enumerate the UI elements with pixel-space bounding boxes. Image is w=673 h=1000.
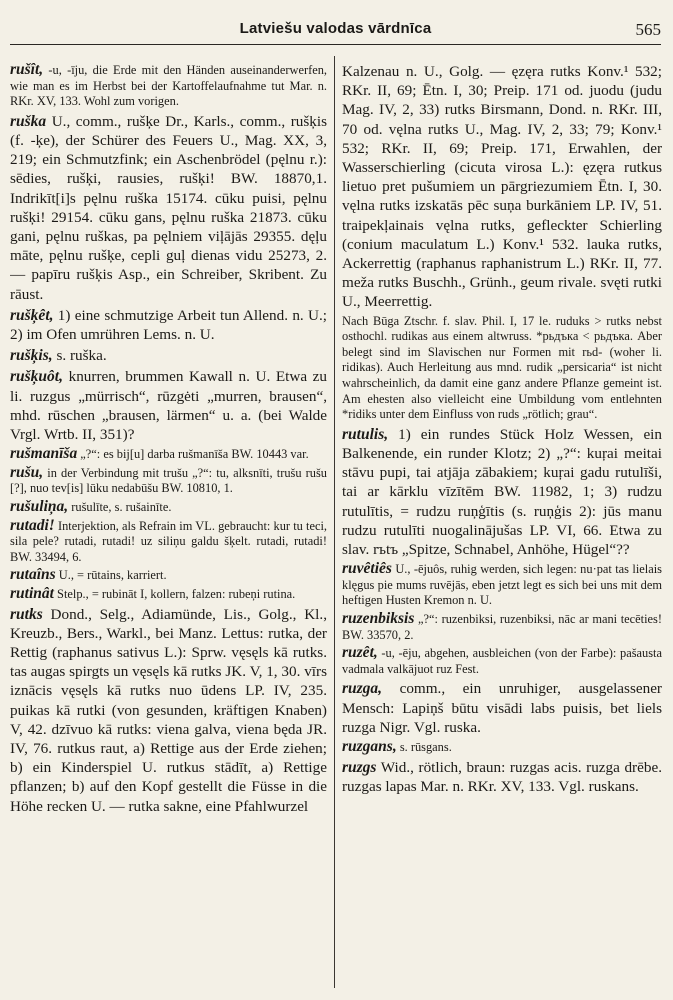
- entry-text: -u, -īju, die Erde mit den Händen auseinanderwerfen, wie man es im Herbst bei der Kartoffelaufnahme tut Mar. n. RKr. XV, 133. Wohl zum vorigen.: [10, 63, 327, 109]
- entry-headword: rutks: [10, 605, 43, 623]
- entry-headword: ruzgans,: [342, 737, 397, 755]
- entry-headword: ruzgs: [342, 758, 377, 776]
- dictionary-entry: [342, 425, 662, 559]
- entry-text: „?“: es bij[u] darba rušmanīša BW. 10443 var.: [77, 447, 309, 462]
- right-column: [342, 62, 662, 988]
- page-number: 565: [635, 20, 661, 39]
- entry-text: knurren, brummen Kawall n. U. Etwa zu li. ruzgus „mürrisch“, rūzgėti „murren, brausen“, mhd. rūschen „brausen, lärmen“ u. a. (bei Walde Vrgl. Wrtb. II, 351)?: [10, 368, 327, 444]
- entry-text: Wid., rötlich, braun: ruzgas acis. ruzga drēbe. ruzgas lapas Mar. n. RKr. XV, 133. Vgl. ruskans.: [342, 758, 662, 795]
- entry-text: 1) ein rundes Stück Holz Wessen, ein Balkenende, ein runder Klotz; 2) „?“: kuŗai meitai stāvu pupi, tai atjāja zābakiem; kuŗai gadu rutulīši, tai ar kārklu vīzītēm BW. 11982, 1; 3) rudzu rutulītis, = rudzu ruņģītis (s. ruņģis 2): jūs manu rudzu rutulīti nuogalinājušas LP. VI, 66. Etwa zu slav. rъtъ „Spitze, Schnabel, Anhöhe, Hügel“??: [342, 425, 662, 559]
- entry-headword: rušķuôt,: [10, 368, 63, 386]
- dictionary-entry: [342, 62, 662, 312]
- entry-text: Stelp., = rubināt I, kollern, falzen: rubeņi rutina.: [53, 586, 296, 601]
- entry-text: 1) eine schmutzige Arbeit tun Allend. n. U.; 2) im Ofen umrühren Lems. n. U.: [10, 306, 327, 344]
- dictionary-entry: [10, 306, 327, 344]
- column-divider: [334, 56, 335, 988]
- entry-headword: rutulis,: [342, 425, 389, 443]
- entry-headword: rušuliņa,: [10, 498, 69, 516]
- entry-headword: ruzenbiksis: [342, 610, 415, 627]
- dictionary-entry: [10, 567, 327, 584]
- entry-headword: rušît,: [10, 62, 44, 78]
- entry-text: in der Verbindung mit trušu „?“: tu, alksnīti, trušu rušu [?], nuo tev[is] lūku nedabūšu BW. 10810, 1.: [10, 465, 327, 496]
- dictionary-entry: [10, 112, 327, 304]
- entry-text: U., = rūtains, karriert.: [55, 568, 167, 583]
- entry-text: U., comm., rušķe Dr., Karls., comm., rušķis (f. -ķe), der Schürer des Feuers U., Mag. XX, 3, 219; ein Schmutzfink; ein Aschenbrödel (pęlnu r.): sēdies, rušķi, rausies, rušķi! BW. 18870,1. Indrikīt[i]s pęlnu ruška 15174. cūku puisi, pęlnu rušķi! 29154. cūku gans, pęlnu ruška 21873. cūku gani, pęlnu ruškas, pa pęlniem viļājās 29355. dęļu māte, pęlnu rušķe, cepli guļ dienas vidu 25273, 2. — papīru rušķis Asp., ein Schreiber, Skribent. Zu rāust.: [10, 112, 327, 303]
- running-title: Latviešu valodas vārdnīca: [239, 20, 432, 37]
- entry-text: „?“: ruzenbiksi, ruzenbiksi, nāc ar mani tecēties! BW. 33570, 2.: [342, 612, 662, 642]
- entry-headword: ruška: [10, 112, 47, 130]
- entry-text: Kalzenau n. U., Golg. — ęzęra rutks Konv.¹ 532; RKr. II, 69; Ētn. I, 30; Preip. 171 od. juodu (judu Mag. IV, 2, 33) rutks Birsmann, Dond. n. RKr. III, 70 od. vęlna rutks U., Mag. IV, 2, 33; 79; Konv.¹ 532; RKr. II, 69; Preip. 171, Erwahlen, der Wasserschierling (cicuta virosa L.): ęzęra rutkus lietuo pret pušumiem un pārgriezumiem Ētn. I, 30. vęlna rutks izskatās pēc suņa burkāniem LP. IV, 51. traipekļainais vęlna rutks, gefleckter Schierling (conium maculatum L.) Konv.¹ 532. lauka rutks, Ackerrettig (raphanus raphanistrum L.) RKr. II, 77. meža rutks Buschh., Grünh., geum rivale. svęti rutki U., Meerrettig.: [342, 63, 662, 311]
- entry-headword: rutinât: [10, 584, 54, 602]
- dictionary-entry: [10, 586, 327, 603]
- dictionary-entry: [342, 314, 662, 423]
- dictionary-entry: [10, 465, 327, 497]
- entry-headword: ruvêtiês: [342, 560, 392, 578]
- entry-headword: rutadi!: [10, 516, 55, 534]
- dictionary-entry: [342, 758, 662, 796]
- entry-text: s. ruška.: [52, 347, 107, 365]
- header-rule: [10, 44, 661, 45]
- entry-headword: rušu,: [10, 463, 44, 481]
- entry-text: U., -ējuôs, ruhig werden, sich legen: nu·pat tas lielais klęgus pie mums ruvējās, eben jetzt legt es sich bei uns mit dem heftigen Husten Kremon n. U.: [342, 562, 662, 608]
- entry-text: rušulīte, s. rušainīte.: [68, 500, 172, 515]
- entry-text: Nach Būga Ztschr. f. slav. Phil. I, 17 le. ruduks > rutks nebst osthochl. rudikas aus einem altwruss. *рьдъка < рьдъка. Aber belegt sind im Slavischen nur Formen mit rьd- (woher li. ridikas). Auch Herleitung aus mnd. rudik „persicaria“ ist nicht wahrscheinlich, da damit eine ganz andere Pflanze gemeint ist. Am ehesten also vielleicht eine Umbildung vom entlehnten *ridiks unter dem Einfluss von ruds „rötlich; grau“.: [342, 313, 662, 422]
- entry-text: Interjektion, als Refrain im VL. gebraucht: kur tu teci, sila pele? rutadi, rutadi! uz siliņu galdu šķelt. rutadi, rutadi! BW. 33494, 6.: [10, 518, 327, 564]
- entry-text: Dond., Selg., Adiamünde, Lis., Golg., Kl., Kreuzb., Bers., Warkl., bei Manz. Lettus: rutka, der Rettig (raphanus sativus L.): Sprw. vęsęls kā rutks. tas augas spirgts un vęsęls kā rutks JK. V, 1, 30. vīrs iznācis vęsęls kā rutks nuo ūdens LP. IV, 235. puikas kā rutki (von gesunden, kräftigen Knaben) V, 42. dzīvuo kā rutks: viena galva, viena będa JR. IV, 76. rutkus raut, a) Rettige aus der Erde ziehen; b) ein Kinderspiel U. rutkus stādīt, a) Rettige pflanzen; b) auf den Kopf gestellt die Füsse in die Höhe recken U. — rutka sakne, eine Pfahlwurzel: [10, 605, 327, 815]
- entry-headword: ruzêt,: [342, 644, 378, 662]
- dictionary-entry: [342, 645, 662, 677]
- dictionary-entry: [10, 446, 327, 463]
- entry-text: -u, -ēju, abgehen, ausbleichen (von der Farbe): pašausta vadmala valkājuot ruz Fest.: [342, 646, 662, 676]
- dictionary-entry: [10, 499, 327, 516]
- dictionary-entry: [10, 605, 327, 816]
- entry-headword: rutaîns: [10, 566, 56, 584]
- entry-headword: rušķis,: [10, 347, 53, 365]
- dictionary-entry: [342, 561, 662, 609]
- dictionary-entry: [10, 62, 327, 110]
- entry-headword: rušmanīša: [10, 445, 78, 463]
- entry-headword: rušķêt,: [10, 306, 54, 324]
- entry-headword: ruzga,: [342, 680, 383, 698]
- dictionary-entry: [10, 367, 327, 444]
- left-column: [10, 62, 327, 988]
- entry-text: s. rūsgans.: [396, 739, 452, 754]
- page-header: [10, 20, 661, 46]
- dictionary-entry: [10, 346, 327, 365]
- dictionary-entry: [342, 611, 662, 643]
- dictionary-entry: [342, 739, 662, 756]
- dictionary-entry: [342, 679, 662, 737]
- dictionary-entry: [10, 518, 327, 566]
- entry-text: comm., ein unruhiger, ausgelassener Mensch: Lapiņš būtu visādi labs puisis, bet liels ruzga Nigr. Vgl. ruska.: [342, 680, 662, 736]
